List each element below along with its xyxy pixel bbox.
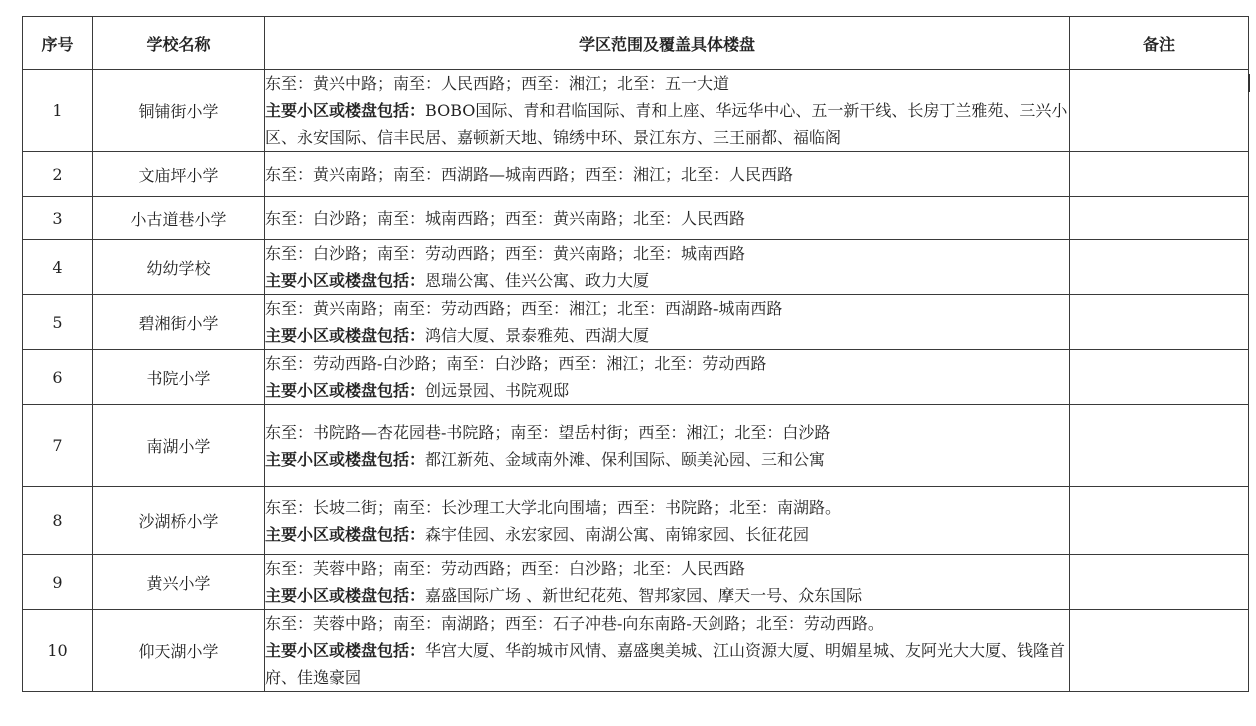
school-name: 黄兴小学 <box>93 555 265 610</box>
school-name: 幼幼学校 <box>93 240 265 295</box>
estates-line <box>265 521 1069 548</box>
boundary-text: 东至：白沙路；南至：劳动西路；西至：黄兴南路；北至：城南西路 <box>265 244 746 263</box>
school-name: 铜铺街小学 <box>93 70 265 152</box>
school-district-table <box>22 16 1249 692</box>
table-row <box>23 70 1249 152</box>
estates-line <box>265 267 1069 294</box>
boundary-text: 东至：黄兴中路；南至：人民西路；西至：湘江；北至：五一大道 <box>265 74 730 93</box>
boundary-text: 东至：白沙路；南至：城南西路；西至：黄兴南路；北至：人民西路 <box>265 208 746 228</box>
district-range <box>265 152 1070 197</box>
estates-line <box>265 446 1069 473</box>
note-cell <box>1070 487 1249 555</box>
boundary-text: 东至：长坡二街；南至：长沙理工大学北向围墙；西至：书院路；北至：南湖路。 <box>265 497 842 517</box>
header-district-range: 学区范围及覆盖具体楼盘 <box>265 17 1070 70</box>
table-row <box>23 405 1249 487</box>
estates-label: 主要小区或楼盘包括： <box>265 381 426 400</box>
estates-label: 主要小区或楼盘包括： <box>265 586 426 605</box>
table-row <box>23 350 1249 405</box>
boundary-text: 东至：劳动西路-白沙路；南至：白沙路；西至：湘江；北至：劳动西路 <box>265 354 767 373</box>
text-cursor-mark <box>1248 74 1250 92</box>
table-row <box>23 197 1249 240</box>
row-num: 2 <box>23 152 93 197</box>
district-range <box>265 610 1070 692</box>
table-row <box>23 487 1249 555</box>
estates-line <box>265 582 1069 609</box>
note-cell <box>1070 295 1249 350</box>
boundary-text: 东至：芙蓉中路；南至：南湖路；西至：石子冲巷-向东南路-天剑路；北至：劳动西路。 <box>265 614 884 633</box>
header-row <box>23 17 1249 70</box>
estates-label: 主要小区或楼盘包括： <box>265 449 426 469</box>
row-num: 5 <box>23 295 93 350</box>
note-cell <box>1070 240 1249 295</box>
note-cell <box>1070 405 1249 487</box>
table-row <box>23 152 1249 197</box>
estates-line <box>265 637 1069 691</box>
header-note: 备注 <box>1070 17 1249 70</box>
table-row <box>23 555 1249 610</box>
row-num: 3 <box>23 197 93 240</box>
boundary-text: 东至：书院路—杏花园巷-书院路；南至：望岳村街；西至：湘江；北至：白沙路 <box>265 422 831 442</box>
estates-label: 主要小区或楼盘包括： <box>265 101 426 120</box>
district-range <box>265 70 1070 152</box>
header-num: 序号 <box>23 17 93 70</box>
note-cell <box>1070 197 1249 240</box>
school-name: 小古道巷小学 <box>93 197 265 240</box>
boundary-text: 东至：黄兴南路；南至：西湖路—城南西路；西至：湘江；北至：人民西路 <box>265 164 794 184</box>
school-name: 文庙坪小学 <box>93 152 265 197</box>
row-num: 4 <box>23 240 93 295</box>
boundary-text: 东至：黄兴南路；南至：劳动西路；西至：湘江；北至：西湖路-城南西路 <box>265 299 783 318</box>
header-school-name: 学校名称 <box>93 17 265 70</box>
school-name: 碧湘街小学 <box>93 295 265 350</box>
district-range <box>265 295 1070 350</box>
row-num: 7 <box>23 405 93 487</box>
table-row <box>23 295 1249 350</box>
row-num: 6 <box>23 350 93 405</box>
estates-text: 鸿信大厦、景泰雅苑、西湖大厦 <box>425 326 650 345</box>
estates-label: 主要小区或楼盘包括： <box>265 524 426 544</box>
note-cell <box>1070 70 1249 152</box>
estates-line <box>265 322 1069 349</box>
district-range <box>265 240 1070 295</box>
school-name: 南湖小学 <box>93 405 265 487</box>
estates-line <box>265 377 1069 404</box>
note-cell <box>1070 152 1249 197</box>
estates-label: 主要小区或楼盘包括： <box>265 271 426 290</box>
district-range <box>265 487 1070 555</box>
table-row <box>23 610 1249 692</box>
note-cell <box>1070 555 1249 610</box>
district-range <box>265 555 1070 610</box>
estates-text: 森宇佳园、永宏家园、南湖公寓、南锦家园、长征花园 <box>425 524 810 544</box>
school-name: 沙湖桥小学 <box>93 487 265 555</box>
note-cell <box>1070 610 1249 692</box>
note-cell <box>1070 350 1249 405</box>
estates-line <box>265 97 1069 151</box>
estates-text: 嘉盛国际广场 、新世纪花苑、智邦家园、摩天一号、众东国际 <box>425 586 863 605</box>
estates-text: BOBO国际、青和君临国际、青和上座、华远华中心、五一新干线、长房丁兰雅苑、三兴小区、永安国际、信丰民居、嘉顿新天地、锦绣中环、景江东方、三王丽都、福临阁 <box>265 101 1068 147</box>
row-num: 8 <box>23 487 93 555</box>
estates-text: 恩瑞公寓、佳兴公寓、政力大厦 <box>425 271 650 290</box>
estates-text: 都江新苑、金域南外滩、保利国际、颐美沁园、三和公寓 <box>425 449 826 469</box>
estates-label: 主要小区或楼盘包括： <box>265 326 426 345</box>
estates-label: 主要小区或楼盘包括： <box>265 641 426 660</box>
table-row <box>23 240 1249 295</box>
school-name: 仰天湖小学 <box>93 610 265 692</box>
estates-text: 华宫大厦、华韵城市风情、嘉盛奥美城、江山资源大厦、明媚星城、友阿光大大厦、钱隆首府、佳逸豪园 <box>265 641 1066 687</box>
district-range <box>265 197 1070 240</box>
row-num: 1 <box>23 70 93 152</box>
estates-text: 创远景园、书院观邸 <box>425 381 570 400</box>
school-name: 书院小学 <box>93 350 265 405</box>
boundary-text: 东至：芙蓉中路；南至：劳动西路；西至：白沙路；北至：人民西路 <box>265 559 746 578</box>
row-num: 10 <box>23 610 93 692</box>
row-num: 9 <box>23 555 93 610</box>
district-range <box>265 405 1070 487</box>
district-range <box>265 350 1070 405</box>
